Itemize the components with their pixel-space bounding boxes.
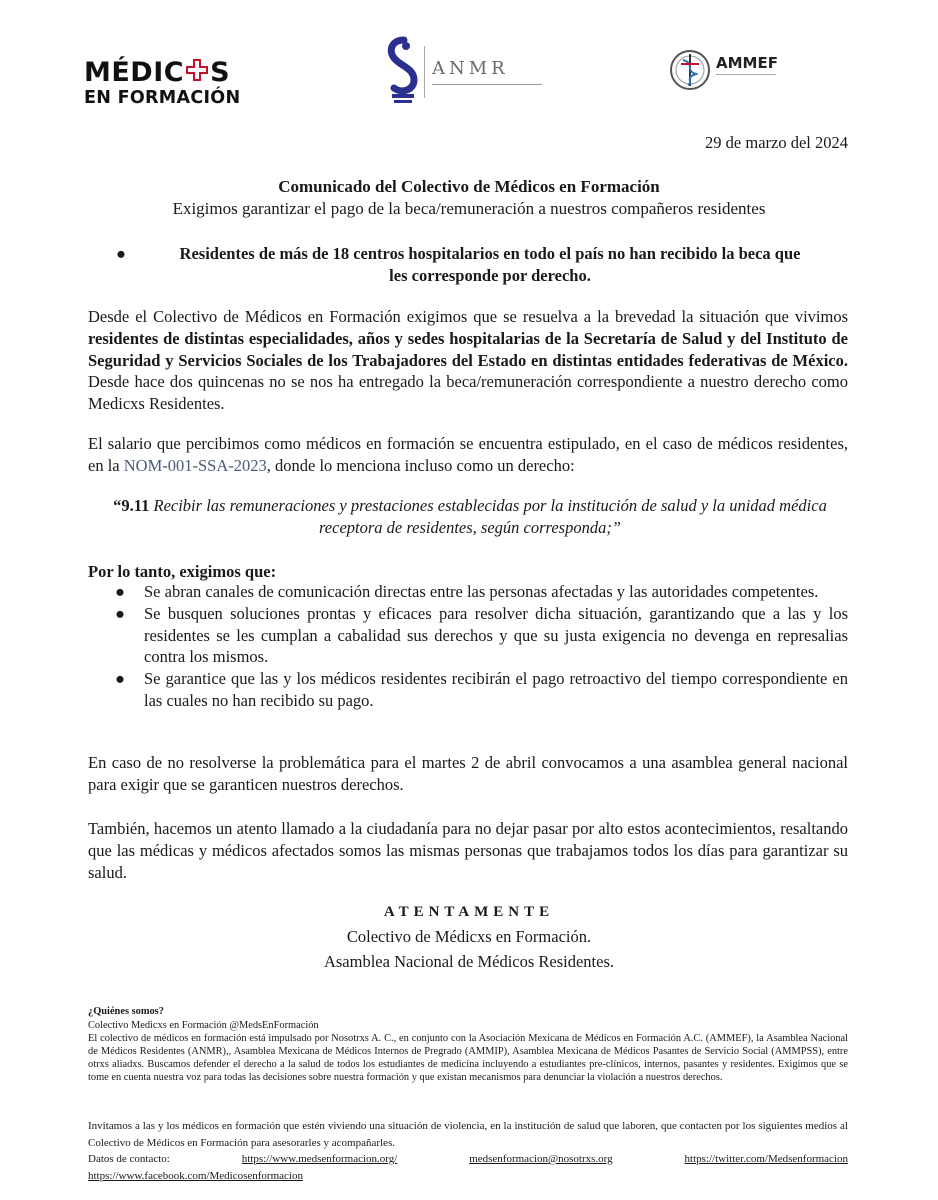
bullet-icon: ● [115,582,125,601]
quote-number: 9.11 [121,496,150,515]
medicos-en-formacion-logo [84,58,244,108]
paragraph-2-intro: El salario que percibimos como médicos en formación se encuentra estipulado, en el caso de médicos residentes, en la [88,434,848,475]
quote-open: “ [113,496,122,515]
paragraph-1-intro: Desde el Colectivo de Médicos en Formación exigimos que se resuelva a la brevedad la situación que vivimos [88,307,848,326]
who-we-are-title: ¿Quiénes somos? [88,1006,164,1017]
anmr-subline [432,84,542,88]
who-we-are-body: El colectivo de médicos en formación está impulsado por Nosotrxs A. C., en conjunto con la Asociación Mexicana de Médicos en Formación A.C. (AMMEF), la Asamblea Nacional de Médicos Residentes (ANMR),, Asamblea Mexicana de Médicos Internos de Pregrado (AMMIP), Asamblea Mexicana de Médicos Pasantes de Servicio Social (AMMPSS), entre otrxs aliadxs. Buscamos defender el derecho a la salud de todos los estudiantes de medicina incluyendo a estudiantes pre-clínicos, internos, pasantes y residentes. Exigimos que se tome en cuenta nuestra voz para todas las decisiones sobre nuestra formación y que existan mecanismos para denunciar la violación a nuestros derechos. [88,1033,848,1084]
demand-text: Se abran canales de comunicación directas entre las personas afectadas y las autoridades competentes. [144,582,819,601]
document-title: Comunicado del Colectivo de Médicos en Formación [278,177,660,196]
list-item [88,603,848,668]
list-item [88,581,848,603]
demands-heading: Por lo tanto, exigimos que: [88,562,277,581]
headline-line2: les corresponde por derecho. [389,266,591,285]
quote-block [100,495,840,539]
demands-list [88,581,848,712]
bullet-icon: ● [115,603,125,623]
website-link[interactable]: https://www.medsenformacion.org/ [241,1153,398,1165]
anmr-logo [384,36,544,106]
facebook-link[interactable]: https://www.facebook.com/Medicosenformacion [88,1169,303,1182]
who-we-are-handle: Colectivo Medicxs en Formación @MedsEnFormación [88,1020,319,1031]
document-date: 29 de marzo del 2024 [705,133,848,152]
paragraph-1-bold: residentes de distintas especialidades, años y sedes hospitalarias de la Secretaría de Salud y del Instituto de Seguridad y Servicios Sociales de los Trabajadores del Estado en distintas entidades federativas de México. [88,328,848,370]
medical-cross-icon [185,58,209,87]
quote-text: Recibir las remuneraciones y prestaciones establecidas por la institución de salud y la unidad médica receptora de residentes, según corresponda;” [149,496,827,537]
paragraph-3: En caso de no resolverse la problemática para el martes 2 de abril convocamos a una asamblea general nacional para exigir que se garanticen nuestros derechos. [88,753,848,794]
ammef-text: AMMEF [716,54,778,72]
document-subtitle: Exigimos garantizar el pago de la beca/remuneración a nuestros compañeros residentes [172,199,766,218]
bullet-icon: ● [115,669,125,689]
ammef-logo [668,48,828,98]
signature-line-2: Asamblea Nacional de Médicos Residentes. [323,952,615,971]
logo-text-part2: S [210,57,231,88]
paragraph-1-end: Desde hace dos quincenas no se nos ha entregado la beca/remuneración correspondiente a nuestro derecho como Medicxs Residentes. [88,372,848,414]
ammef-subline [716,74,776,81]
demand-text: Se busquen soluciones prontas y eficaces para resolver dicha situación, garantizando que a las y los residentes se les cumplan a cabalidad sus derechos y que su justa exigencia no devenga en represalias contra los mismos. [144,603,848,667]
paragraph-2 [88,433,848,477]
headline-line1: Residentes de más de 18 centros hospitalarios en todo el país no han recibido la beca que [179,244,801,263]
contact-label: Datos de contacto: [88,1153,170,1165]
nom-reference: NOM-001-SSA-2023 [123,455,267,475]
demand-text: Se garantice que las y los médicos residentes recibirán el pago retroactivo del tiempo correspondiente en las cuales no han recibido su pago. [144,669,848,710]
email-link[interactable]: medsenformacion@nosotrxs.org [469,1153,613,1165]
twitter-link[interactable]: https://twitter.com/Medsenformacion [684,1153,848,1165]
logo-text-line2: EN FORMACIÓN [84,88,241,108]
anmr-text: ANMR [432,58,509,79]
logo-text-part1: MÉDIC [84,57,185,88]
bullet-icon: ● [116,244,126,263]
contact-block [88,1151,848,1184]
paragraph-1 [88,306,848,415]
anmr-divider [424,46,425,98]
paragraph-4: También, hacemos un atento llamado a la ciudadanía para no dejar pasar por alto estos acontecimientos, resaltando que las médicas y médicos afectados somos las mismas personas que trabajamos todos los días para garantizar su salud. [88,819,848,882]
signature-line-1: Colectivo de Médicxs en Formación. [346,927,592,946]
paragraph-2-end: , donde lo menciona incluso como un derecho: [266,455,575,475]
closing-word: ATENTAMENTE [383,904,555,920]
headline-bullet [116,243,860,287]
list-item [88,668,848,712]
invitation-text: Invitamos a las y los médicos en formación que estén viviendo una situación de violencia, en la institución de salud que laboren, que contacten por los siguientes medios al Colectivo de Médicos en Formación para asesorarles y acompañarles. [88,1120,848,1149]
